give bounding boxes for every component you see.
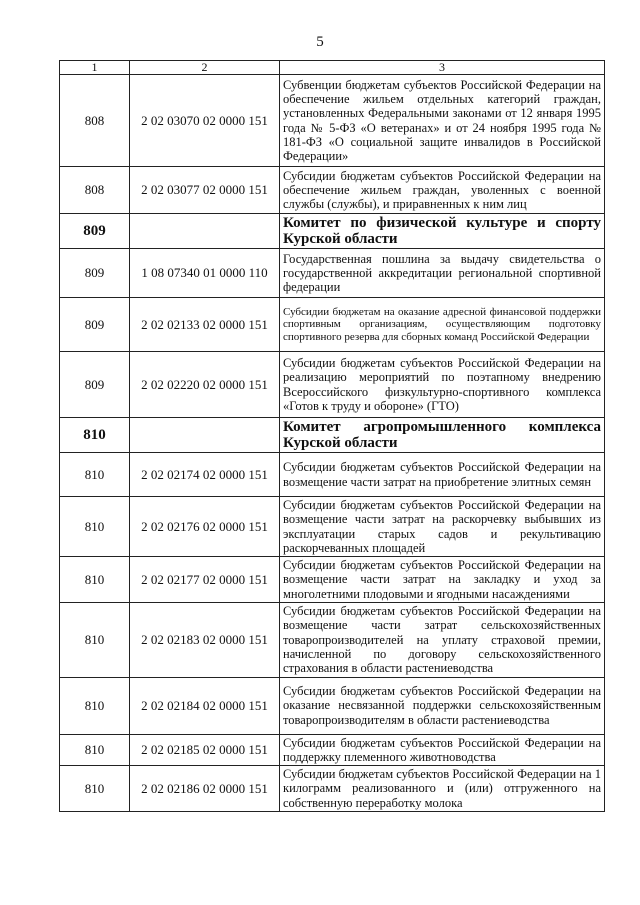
- table-row: [60, 75, 605, 167]
- admin-code-cell: 810: [60, 734, 130, 766]
- revenue-description-cell: Субсидии бюджетам на оказание адресной финансовой поддержки спортивным организациям, осуществляющим подготовку спортивного резерва для сборных команд Российской Федерации: [280, 298, 605, 352]
- revenue-code-cell: 2 02 02177 02 0000 151: [130, 557, 280, 603]
- revenue-description-cell: Субсидии бюджетам субъектов Российской Федерации на возмещение части затрат на приобретение элитных семян: [280, 453, 605, 497]
- table-body: [60, 61, 605, 812]
- admin-code-cell: 808: [60, 167, 130, 214]
- admin-code-cell: 809: [60, 298, 130, 352]
- revenue-description-cell: Субсидии бюджетам субъектов Российской Федерации на возмещение части затрат сельскохозяйственных товаропроизводителей на уплату страховой премии, начисленной по договору сельскохозяйственного страхования в области растениеводства: [280, 603, 605, 677]
- admin-code-cell: 808: [60, 75, 130, 167]
- table-heading-row: [60, 214, 605, 249]
- admin-code-cell: 810: [60, 603, 130, 677]
- admin-code-cell: 809: [60, 352, 130, 418]
- administrator-name-cell: Комитет по физической культуре и спорту Курской области: [280, 214, 605, 249]
- column-header-1: 1: [60, 61, 130, 75]
- admin-code-cell: 810: [60, 453, 130, 497]
- revenue-code-cell: 2 02 02184 02 0000 151: [130, 677, 280, 734]
- table-row: [60, 603, 605, 677]
- column-header-2: 2: [130, 61, 280, 75]
- revenue-description-cell: Субсидии бюджетам субъектов Российской Федерации на обеспечение жильем граждан, уволенных с военной службы (службы), и приравненных к ним лиц: [280, 167, 605, 214]
- revenue-code-cell: 2 02 02133 02 0000 151: [130, 298, 280, 352]
- revenue-code-cell: 1 08 07340 01 0000 110: [130, 249, 280, 298]
- revenue-code-cell: 2 02 02185 02 0000 151: [130, 734, 280, 766]
- table-row: [60, 167, 605, 214]
- revenue-code-cell: [130, 418, 280, 453]
- revenue-code-cell: 2 02 02220 02 0000 151: [130, 352, 280, 418]
- admin-code-cell: 810: [60, 418, 130, 453]
- revenue-description-cell: Субсидии бюджетам субъектов Российской Федерации на поддержку племенного животноводства: [280, 734, 605, 766]
- page-number: 5: [316, 34, 324, 50]
- table-row: [60, 352, 605, 418]
- table-row: [60, 249, 605, 298]
- revenue-description-cell: Субсидии бюджетам субъектов Российской Федерации на реализацию мероприятий по поэтапному внедрению Всероссийского физкультурно-спортивного комплекса «Готов к труду и обороне» (ГТО): [280, 352, 605, 418]
- admin-code-cell: 810: [60, 766, 130, 812]
- budget-table: [59, 60, 605, 812]
- revenue-description-cell: Субсидии бюджетам субъектов Российской Федерации на оказание несвязанной поддержки сельскохозяйственным товаропроизводителям в области растениеводства: [280, 677, 605, 734]
- revenue-description-cell: Субсидии бюджетам субъектов Российской Федерации на возмещение части затрат на закладку и уход за многолетними плодовыми и ягодными насаждениями: [280, 557, 605, 603]
- revenue-code-cell: 2 02 03077 02 0000 151: [130, 167, 280, 214]
- revenue-code-cell: [130, 214, 280, 249]
- table-header-row: [60, 61, 605, 75]
- revenue-description-cell: Государственная пошлина за выдачу свидетельства о государственной аккредитации региональной спортивной федерации: [280, 249, 605, 298]
- admin-code-cell: 810: [60, 677, 130, 734]
- column-header-3: 3: [280, 61, 605, 75]
- revenue-code-cell: 2 02 02183 02 0000 151: [130, 603, 280, 677]
- revenue-code-cell: 2 02 02186 02 0000 151: [130, 766, 280, 812]
- revenue-code-cell: 2 02 03070 02 0000 151: [130, 75, 280, 167]
- table-row: [60, 497, 605, 557]
- table-row: [60, 677, 605, 734]
- revenue-code-cell: 2 02 02176 02 0000 151: [130, 497, 280, 557]
- table-row: [60, 766, 605, 812]
- administrator-name-cell: Комитет агропромышленного комплекса Курской области: [280, 418, 605, 453]
- table-row: [60, 734, 605, 766]
- table-row: [60, 453, 605, 497]
- table-row: [60, 557, 605, 603]
- table-row: [60, 298, 605, 352]
- admin-code-cell: 810: [60, 557, 130, 603]
- admin-code-cell: 810: [60, 497, 130, 557]
- revenue-description-cell: Субсидии бюджетам субъектов Российской Федерации на возмещение части затрат на раскорчевку выбывших из эксплуатации старых садов и рекультивацию раскорчеванных площадей: [280, 497, 605, 557]
- revenue-description-cell: Субвенции бюджетам субъектов Российской Федерации на обеспечение жильем отдельных категорий граждан, установленных Федеральными законами от 12 января 1995 года № 5-ФЗ «О ветеранах» и от 24 ноября 1995 года № 181-ФЗ «О социальной защите инвалидов в Российской Федерации»: [280, 75, 605, 167]
- admin-code-cell: 809: [60, 249, 130, 298]
- table-heading-row: [60, 418, 605, 453]
- admin-code-cell: 809: [60, 214, 130, 249]
- revenue-code-cell: 2 02 02174 02 0000 151: [130, 453, 280, 497]
- revenue-description-cell: Субсидии бюджетам субъектов Российской Федерации на 1 килограмм реализованного и (или) отгруженного на собственную переработку молока: [280, 766, 605, 812]
